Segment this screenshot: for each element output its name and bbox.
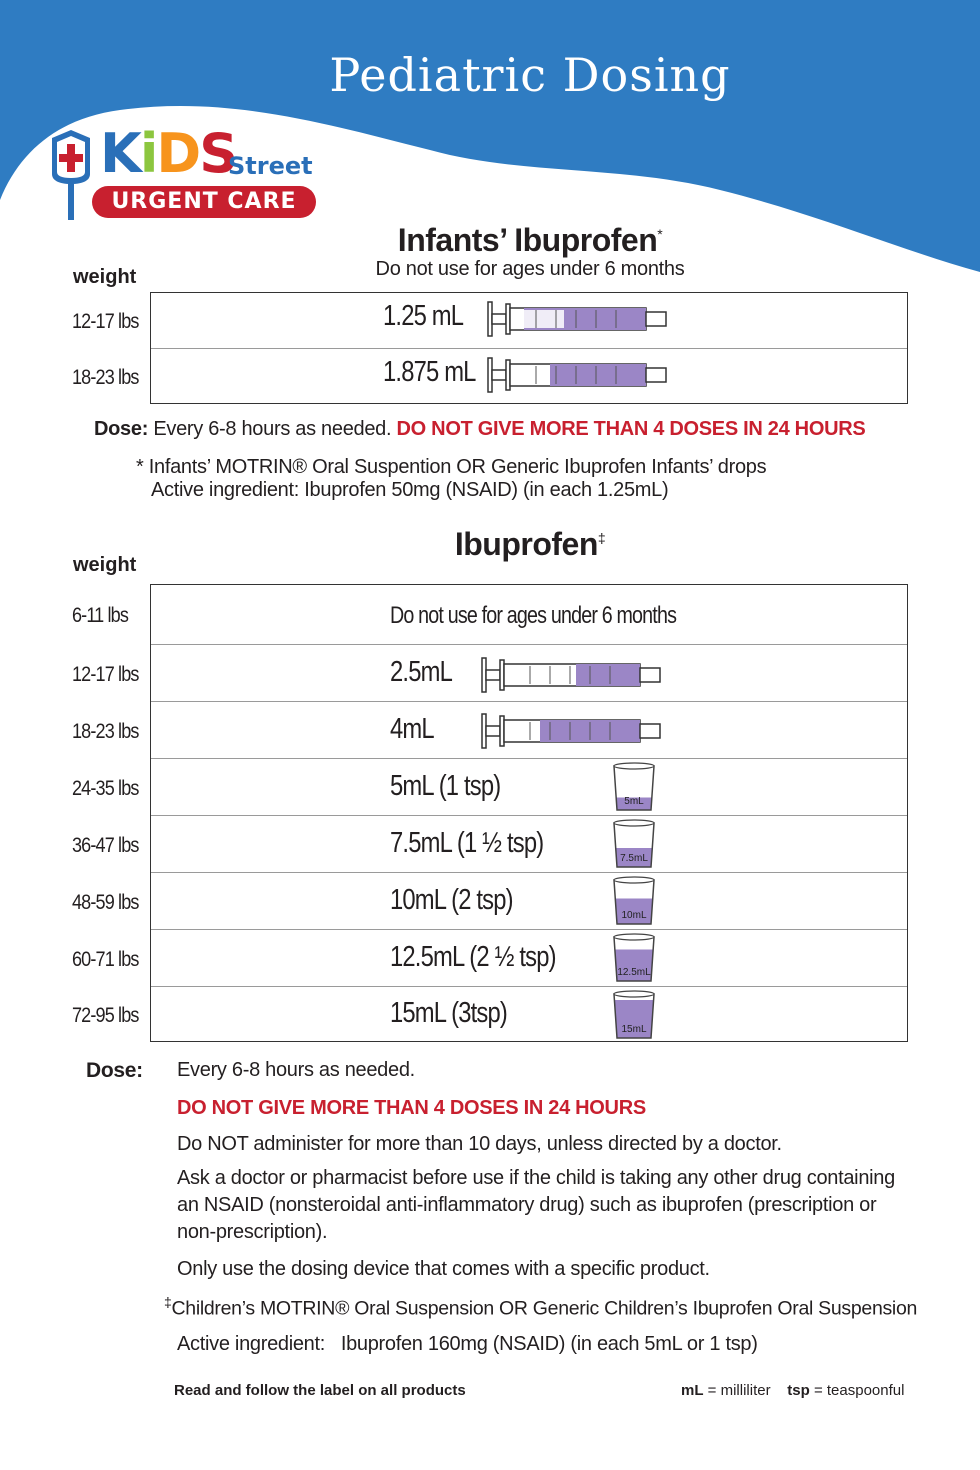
ibuprofen-note: Do NOT administer for more than 10 days, unless directed by a doctor.	[177, 1133, 782, 1155]
page-title: Pediatric Dosing	[329, 48, 731, 102]
syringe-icon	[480, 654, 664, 696]
cup-rim	[614, 991, 654, 997]
measuring-cup-icon	[612, 762, 658, 812]
ibuprofen-weight-header: weight	[73, 554, 137, 576]
logo-kids-text: KiDS	[100, 122, 237, 185]
infants-active-ingredient: Active ingredient: Ibuprofen 50mg (NSAID) (in each 1.25mL)	[151, 479, 669, 501]
syringe-icon	[486, 354, 670, 396]
ibuprofen-dose-row: 5mL (1 tsp)	[390, 770, 501, 802]
ibuprofen-weight-row: 6-11 lbs	[72, 604, 129, 627]
infants-footnote: * Infants’ MOTRIN® Oral Suspention OR Generic Ibuprofen Infants’ drops	[136, 456, 767, 478]
cup-rim	[614, 820, 654, 826]
infants-subtitle: Do not use for ages under 6 months	[375, 258, 685, 280]
ibuprofen-dose-row: 15mL (3tsp)	[390, 997, 507, 1029]
ibuprofen-dose-row: 4mL	[390, 713, 434, 745]
logo-street-text: Street	[228, 152, 313, 180]
infants-dose-2: 1.875 mL	[383, 356, 476, 388]
ibuprofen-dose-row: 7.5mL (1 ½ tsp)	[390, 827, 544, 859]
ibuprofen-weight-row: 12-17 lbs	[72, 663, 139, 686]
cup-rim	[614, 877, 654, 883]
ibuprofen-note: an NSAID (nonsteroidal anti-inflammatory drug) such as ibuprofen (prescription or	[177, 1194, 877, 1216]
ibuprofen-dose-row: Do not use for ages under 6 months	[390, 602, 677, 629]
ibuprofen-note: Every 6-8 hours as needed.	[177, 1059, 415, 1081]
ibuprofen-weight-row: 60-71 lbs	[72, 948, 139, 971]
ibuprofen-note: Ask a doctor or pharmacist before use if the child is taking any other drug containing	[177, 1167, 895, 1189]
logo-urgent-care-badge: URGENT CARE	[92, 186, 316, 218]
ibuprofen-weight-row: 18-23 lbs	[72, 720, 139, 743]
ibuprofen-dose-row: 2.5mL	[390, 656, 452, 688]
ibuprofen-dose-label: Dose:	[86, 1059, 143, 1082]
syringe-icon	[486, 298, 670, 340]
infants-section-title: Infants’ Ibuprofen*	[397, 222, 663, 258]
ibuprofen-active-ingredient: Active ingredient: Ibuprofen 160mg (NSAID) (in each 5mL or 1 tsp)	[177, 1333, 758, 1355]
ibuprofen-weight-row: 24-35 lbs	[72, 777, 139, 800]
ibuprofen-weight-row: 48-59 lbs	[72, 891, 139, 914]
measuring-cup-icon	[612, 876, 658, 926]
ibuprofen-note: Only use the dosing device that comes with a specific product.	[177, 1258, 710, 1280]
ibuprofen-note: non-prescription).	[177, 1221, 328, 1243]
ibuprofen-weight-row: 72-95 lbs	[72, 1004, 139, 1027]
ibuprofen-footnote: ‡Children’s MOTRIN® Oral Suspension OR Generic Children’s Ibuprofen Oral Suspension	[164, 1294, 918, 1320]
cup-label: 12.5mL	[617, 967, 651, 978]
ibuprofen-section-title: Ibuprofen‡	[454, 526, 606, 562]
ibuprofen-dose-row: 12.5mL (2 ½ tsp)	[390, 941, 556, 973]
infants-dose-instructions: Dose: Every 6-8 hours as needed. DO NOT GIVE MORE THAN 4 DOSES IN 24 HOURS	[94, 418, 866, 440]
syringe-icon	[480, 710, 664, 752]
measuring-cup-icon	[612, 933, 658, 983]
cup-rim	[614, 763, 654, 769]
ibuprofen-dose-row: 10mL (2 tsp)	[390, 884, 513, 916]
cup-rim	[614, 934, 654, 940]
measuring-cup-icon	[612, 990, 658, 1040]
footer-read-label: Read and follow the label on all products	[174, 1382, 466, 1399]
infants-weight-header: weight	[73, 266, 137, 288]
cup-label: 15mL	[621, 1024, 647, 1035]
medical-cross-icon	[48, 130, 94, 222]
ibuprofen-weight-row: 36-47 lbs	[72, 834, 139, 857]
measuring-cup-icon	[612, 819, 658, 869]
infants-weight-18-23: 18-23 lbs	[72, 366, 139, 389]
infants-weight-12-17: 12-17 lbs	[72, 310, 139, 333]
infants-dose-1: 1.25 mL	[383, 300, 464, 332]
cup-label: 5mL	[624, 796, 644, 807]
cup-label: 10mL	[621, 910, 647, 921]
ibuprofen-dose-warning: DO NOT GIVE MORE THAN 4 DOSES IN 24 HOURS	[177, 1097, 646, 1119]
cup-label: 7.5mL	[620, 853, 648, 864]
footer-legend: mL = milliliter tsp = teaspoonful	[681, 1382, 905, 1399]
